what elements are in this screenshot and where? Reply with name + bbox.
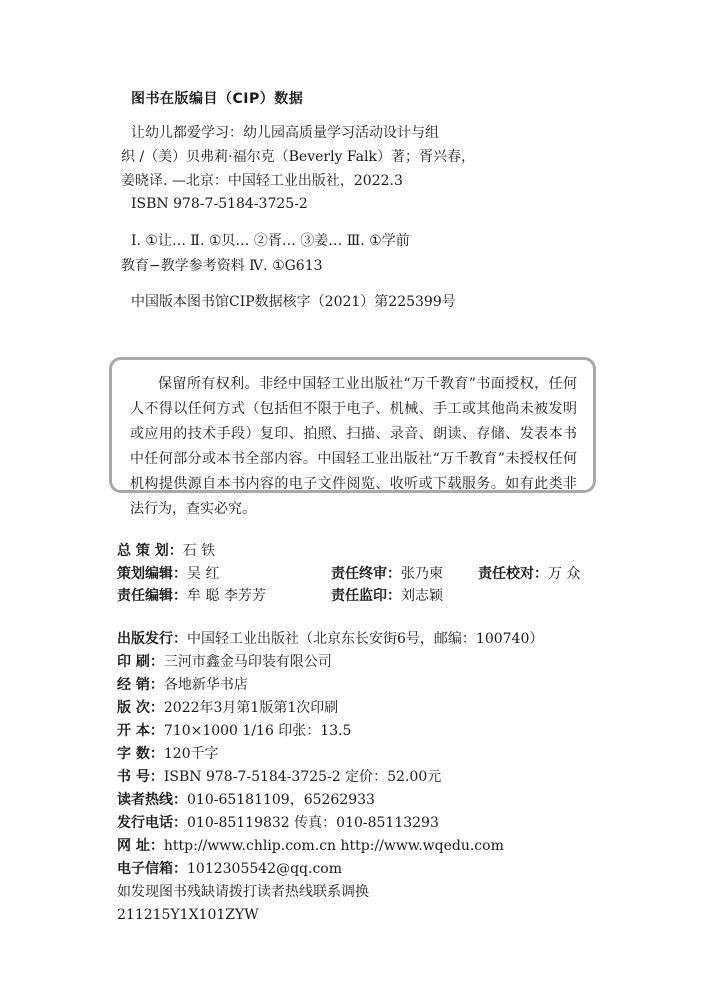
staff-planner-label: 总 策 划：	[117, 543, 183, 559]
staff-proof-label: 责任校对：	[478, 566, 548, 582]
pub-row-isbn-price	[117, 767, 441, 787]
staff-planner	[117, 541, 215, 561]
pub-value: 010-65181109，65262933	[187, 792, 375, 808]
pub-row-format	[117, 721, 351, 741]
staff-final-review	[331, 564, 443, 584]
pub-value: 2022年3月第1版第1次印刷	[163, 700, 339, 716]
staff-supervisor	[331, 586, 443, 606]
staff-proof-value: 万 众	[548, 566, 581, 582]
pub-row-distributor	[117, 675, 248, 695]
pub-value: 010-85119832 传真：010-85113293	[187, 815, 439, 831]
pub-row-printer	[117, 652, 332, 672]
pub-value: http://www.chlip.com.cn http://www.wqedu.com	[163, 838, 504, 854]
pub-row-sales-phone	[117, 813, 439, 833]
pub-label: 字 数：	[117, 746, 164, 762]
staff-supervisor-label: 责任监印：	[331, 588, 401, 604]
pub-row-email	[117, 859, 342, 879]
pub-value: 三河市鑫金马印装有限公司	[163, 654, 332, 670]
cip-class-line: Ⅰ. ①让… Ⅱ. ①贝… ②胥… ③姜… Ⅲ. ①学前	[131, 233, 410, 249]
print-code: 211215Y1X101ZYW	[117, 907, 259, 923]
copyright-notice	[109, 357, 596, 517]
staff-editor-value: 吴 红	[187, 566, 220, 582]
pub-value: 120千字	[163, 746, 219, 762]
cip-title: 图书在版编目（CIP）数据	[131, 91, 304, 107]
cip-record-number: 中国版本图书馆CIP数据核字（2021）第225399号	[131, 294, 456, 310]
pub-row-wordcount	[117, 744, 219, 764]
staff-editor-label: 策划编辑：	[117, 566, 187, 582]
cip-line: 姜晓译. —北京：中国轻工业出版社，2022.3	[121, 173, 403, 189]
cip-line: 织 /（美）贝弗莉·福尔克（Beverly Falk）著；胥兴春，	[121, 149, 475, 165]
pub-value: 1012305542@qq.com	[187, 861, 342, 877]
staff-final-review-label: 责任终审：	[331, 566, 401, 582]
staff-resp-editor-value: 牟 聪 李芳芳	[187, 588, 266, 604]
staff-supervisor-value: 刘志颖	[401, 588, 443, 604]
pub-label: 电子信箱：	[117, 861, 187, 877]
pub-value: 中国轻工业出版社（北京东长安街6号，邮编：100740）	[187, 631, 544, 647]
staff-planner-value: 石 铁	[182, 543, 216, 559]
copyright-notice-text: 保留所有权利。非经中国轻工业出版社“万千教育”书面授权，任何人不得以任何方式（包括但不限于电子、机械、手工或其他尚未被发明或应用的技术手段）复印、拍照、扫描、录音、朗读、存储、发表本书中任何部分或本书全部内容。中国轻工业出版社“万千教育”未授权任何机构提供源自本书内容的电子文件阅览、收听或下载服务。如有此类非法行为，查实必究。	[130, 376, 577, 517]
staff-editor	[117, 564, 219, 584]
staff-resp-editor	[117, 586, 266, 606]
pub-row-edition	[117, 698, 338, 718]
pub-value: ISBN 978-7-5184-3725-2 定价：52.00元	[163, 769, 442, 785]
pub-label: 经 销：	[117, 677, 164, 693]
pub-label: 发行电话：	[117, 815, 187, 831]
pub-row-reader-hotline	[117, 790, 375, 810]
cip-isbn: ISBN 978-7-5184-3725-2	[131, 196, 308, 212]
pub-label: 读者热线：	[117, 792, 187, 808]
pub-row-publisher	[117, 629, 543, 649]
pub-label: 版 次：	[117, 700, 164, 716]
pub-label: 网 址：	[117, 838, 164, 854]
pub-row-website	[117, 836, 504, 856]
staff-final-review-value: 张乃柬	[401, 566, 443, 582]
pub-label: 出版发行：	[117, 631, 187, 647]
pub-value: 各地新华书店	[163, 677, 248, 693]
cip-class-line: 教育−教学参考资料 Ⅳ. ①G613	[121, 258, 323, 274]
staff-proof	[478, 564, 580, 584]
pub-value: 710×1000 1/16 印张：13.5	[163, 723, 352, 739]
exchange-note: 如发现图书残缺请拨打读者热线联系调换	[117, 884, 369, 900]
cip-line: 让幼儿都爱学习：幼儿园高质量学习活动设计与组	[131, 125, 439, 141]
pub-label: 印 刷：	[117, 654, 164, 670]
staff-resp-editor-label: 责任编辑：	[117, 588, 187, 604]
pub-label: 开 本：	[117, 723, 164, 739]
pub-label: 书 号：	[117, 769, 164, 785]
